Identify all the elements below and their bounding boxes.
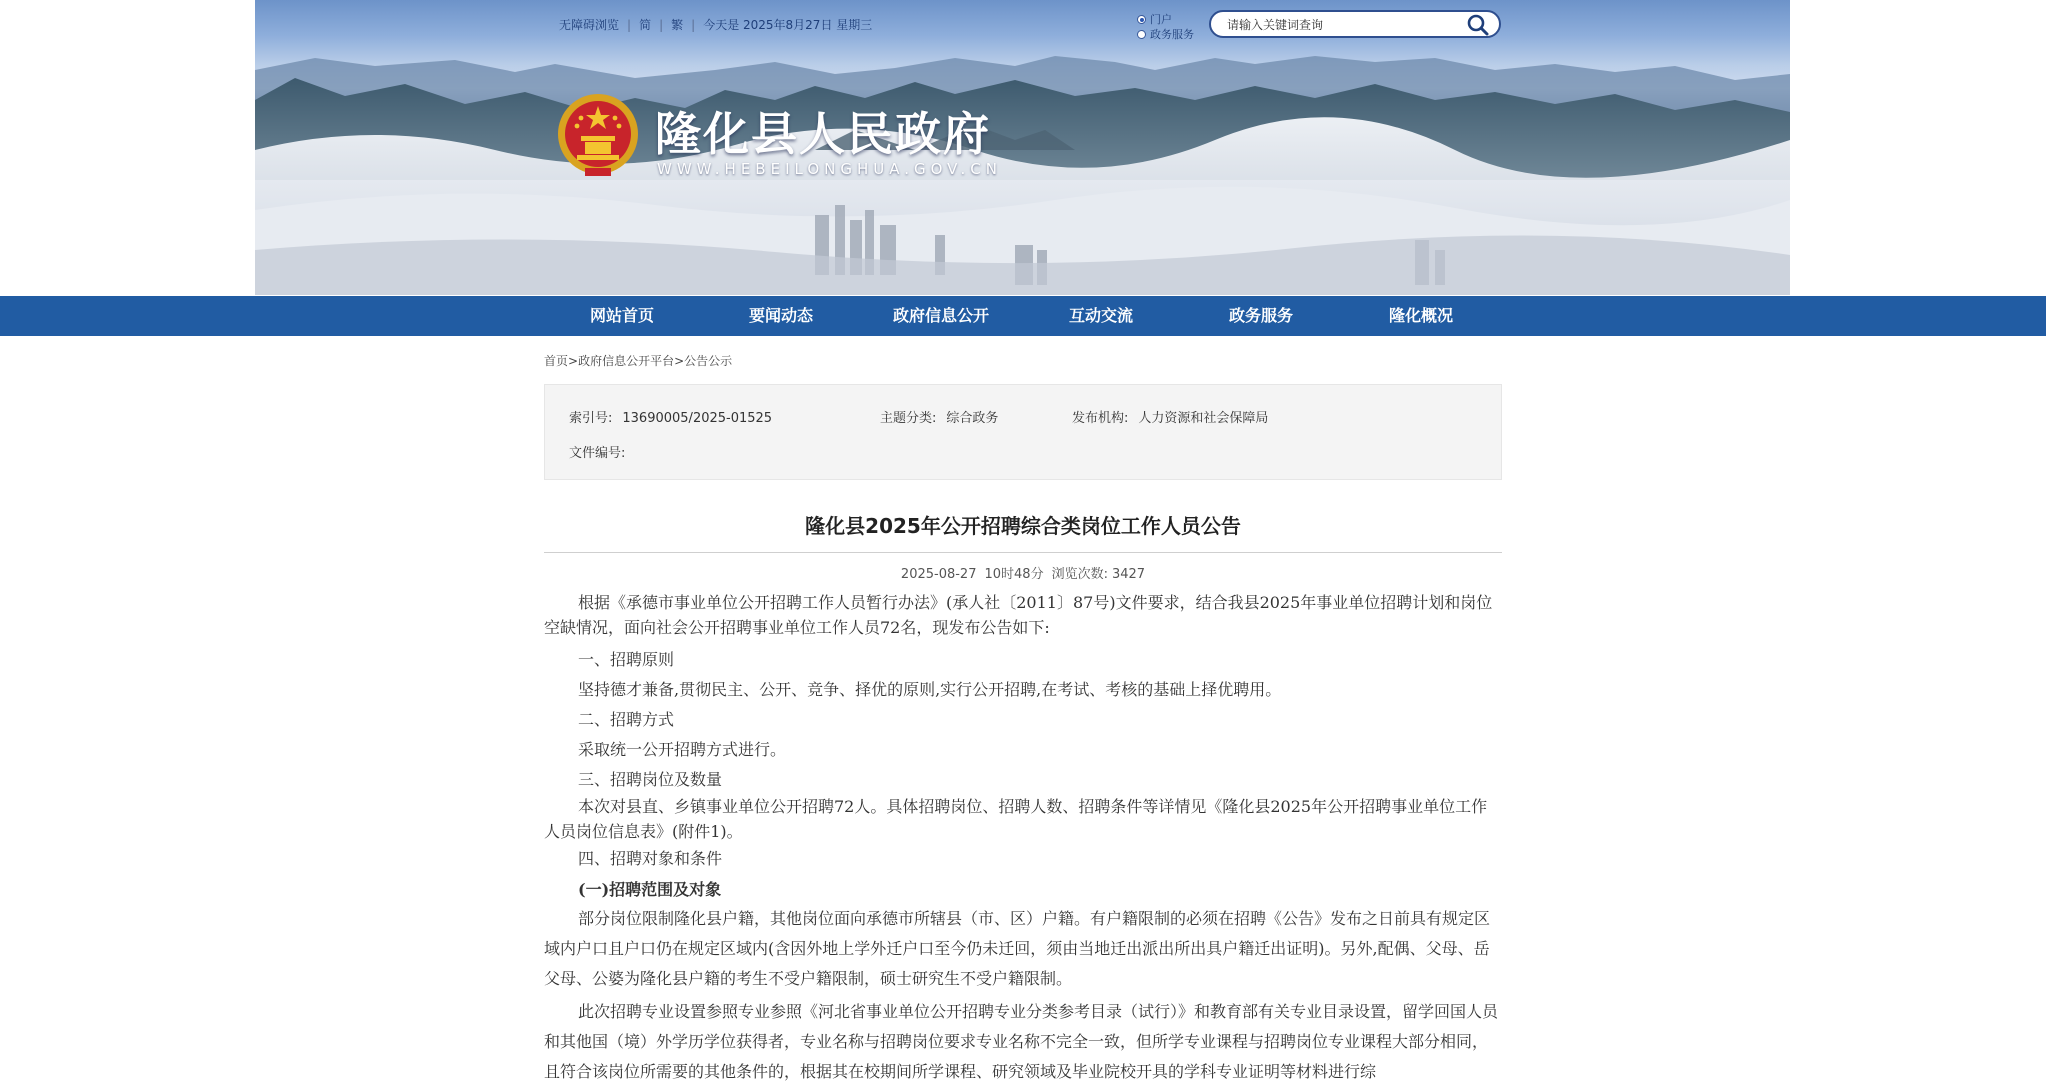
accessible-browse-link[interactable]: 无障碍浏览: [559, 18, 620, 32]
search-scope-radios: [1137, 12, 1194, 42]
breadcrumb: [544, 352, 732, 369]
meta-publisher-label: 发布机构:: [1072, 411, 1129, 426]
meta-index-value: 13690005/2025-01525: [622, 411, 773, 426]
nav-item-news[interactable]: 要闻动态: [749, 306, 814, 325]
scope-option-gov-services[interactable]: [1137, 27, 1194, 42]
views-count: 3427: [1111, 567, 1146, 582]
divider: |: [627, 17, 632, 32]
meta-publisher: [1072, 407, 1268, 426]
breadcrumb-sep: >: [674, 354, 685, 368]
scope-option-label: 政务服务: [1150, 28, 1194, 41]
nav-item-interaction[interactable]: 互动交流: [1069, 306, 1134, 325]
document-meta-box: [544, 384, 1502, 480]
header-banner: [255, 0, 1790, 295]
search-box: [1209, 10, 1501, 38]
meta-topic-label: 主题分类:: [880, 411, 937, 426]
breadcrumb-sep: >: [568, 354, 579, 368]
nav-item-gov-info[interactable]: 政府信息公开: [893, 306, 990, 325]
search-icon: [1465, 13, 1491, 37]
article-time: 10时48分: [984, 567, 1044, 582]
section-heading: 一、招聘原则: [578, 650, 675, 669]
section-heading: 四、招聘对象和条件: [578, 849, 723, 868]
breadcrumb-gov-info[interactable]: 政府信息公开平台: [578, 354, 675, 368]
mountain-landscape-image: [255, 0, 1790, 295]
paragraph: 本次对县直、乡镇事业单位公开招聘72人。具体招聘岗位、招聘人数、招聘条件等详情见《隆化县2025年公开招聘事业单位工作人员岗位信息表》(附件1)。: [544, 797, 1488, 841]
site-url: WWW.HEBEILONGHUA.GOV.CN: [657, 160, 1002, 178]
meta-topic: [880, 407, 998, 426]
radio-unselected-icon[interactable]: [1137, 30, 1146, 39]
section-heading: 三、招聘岗位及数量: [578, 770, 723, 789]
views-label: 浏览次数:: [1051, 567, 1108, 582]
sub-heading: (一)招聘范围及对象: [578, 880, 722, 899]
paragraph: 此次招聘专业设置参照专业参照《河北省事业单位公开招聘专业分类参考目录（试行）》和教育部有关专业目录设置，留学回国人员和其他国（境）外学历学位获得者，专业名称与招聘岗位要求专业名称不完全一致，但所学专业课程与招聘岗位专业课程大部分相同，且符合该岗位所需要的其他条件的，根据其在校期间所学课程、研究领域及毕业院校开具的学科专业证明等材料进行综: [544, 1002, 1499, 1081]
meta-topic-value: 综合政务: [946, 411, 999, 426]
breadcrumb-notices[interactable]: 公告公示: [684, 354, 733, 368]
top-utility-bar: [559, 16, 872, 33]
article-info: [544, 563, 1502, 582]
paragraph: 部分岗位限制隆化县户籍，其他岗位面向承德市所辖县（市、区）户籍。有户籍限制的必须在招聘《公告》发布之日前具有规定区域内户口且户口仍在规定区域内(含因外地上学外迁户口至今仍未迁回，须由当地迁出派出所出具户籍迁出证明)。另外,配偶、父母、岳父母、公婆为隆化县户籍的考生不受户籍限制，硕士研究生不受户籍限制。: [544, 909, 1491, 988]
traditional-chinese-link[interactable]: 繁: [671, 18, 684, 32]
scope-option-label: 门户: [1150, 13, 1172, 26]
paragraph: 采取统一公开招聘方式进行。: [578, 740, 787, 759]
divider: |: [691, 17, 696, 32]
meta-doc-no: [569, 442, 635, 461]
meta-publisher-value: 人力资源和社会保障局: [1138, 411, 1269, 426]
breadcrumb-home[interactable]: 首页: [544, 354, 569, 368]
nav-item-home[interactable]: 网站首页: [590, 306, 655, 325]
divider: |: [659, 17, 664, 32]
meta-index-label: 索引号:: [569, 411, 613, 426]
paragraph: 根据《承德市事业单位公开招聘工作人员暂行办法》(承人社〔2011〕87号)文件要求，结合我县2025年事业单位招聘计划和岗位空缺情况，面向社会公开招聘事业单位工作人员72名，现发布公告如下:: [544, 593, 1493, 637]
site-title: 隆化县人民政府: [655, 107, 991, 161]
current-date: 今天是 2025年8月27日 星期三: [703, 18, 873, 32]
search-input[interactable]: [1225, 15, 1459, 35]
nav-item-gov-services[interactable]: 政务服务: [1229, 306, 1294, 325]
paragraph: 坚持德才兼备,贯彻民主、公开、竞争、择优的原则,实行公开招聘,在考试、考核的基础上择优聘用。: [578, 680, 1282, 699]
meta-index: [569, 407, 772, 426]
scope-option-portal[interactable]: [1137, 12, 1194, 27]
radio-selected-icon[interactable]: [1137, 15, 1146, 24]
section-heading: 二、招聘方式: [578, 710, 675, 729]
simplified-chinese-link[interactable]: 简: [639, 18, 652, 32]
search-button[interactable]: [1465, 13, 1491, 37]
title-divider: [544, 552, 1502, 553]
meta-doc-no-label: 文件编号:: [569, 446, 626, 461]
nav-item-overview[interactable]: 隆化概况: [1389, 306, 1454, 325]
article-date: 2025-08-27: [900, 567, 977, 582]
national-emblem-logo: [557, 92, 639, 182]
main-nav: [0, 296, 2046, 336]
article-title: 隆化县2025年公开招聘综合类岗位工作人员公告: [805, 514, 1241, 538]
